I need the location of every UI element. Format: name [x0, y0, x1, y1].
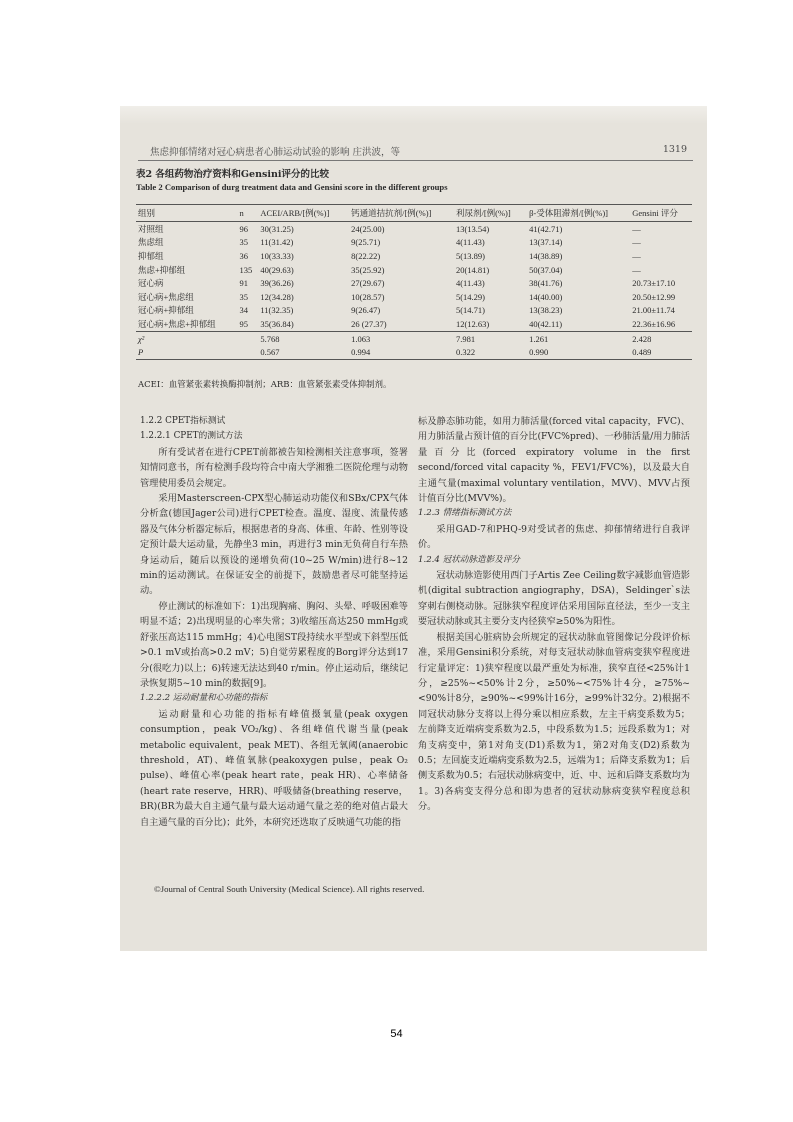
table-cell: — [632, 264, 641, 275]
table-cell: 22.36±16.96 [632, 318, 676, 329]
table-stat-cell: 5.768 [258, 331, 349, 345]
table-cell: — [632, 223, 641, 234]
table-cell: 13(38.23) [529, 305, 563, 316]
table-cell: 20.73±17.10 [632, 278, 676, 289]
table-stat-cell: 0.489 [630, 345, 692, 359]
body-paragraph: 根据美国心脏病协会所规定的冠状动脉血管图像记分段评价标准，采用Gensini积分系统，对每支冠状动脉血管病变狭窄程度进行定量评定：1)狭窄程度以最严重处为标准，狭窄直径<25%计1分，≥25%~<50%计2分，≥50%~<75%计4分，≥75%~<90%计8分，≥90%~<99%计16分，≥99%计32分。2)根据不同冠状动脉分支将以上得分乘以相应系数，左主干病变系数为5；左前降支近端病变系数为2.5，中段系数为1.5；远段系数为1；对角支病变中，第1对角支(D1)系数为1，第2对角支(D2)系数为0.5；左回旋支近端病变系数为2.5，远端为1；后降支系数为1；后侧支系数为0.5；右冠状动脉病变中，近、中、远和后降支系数均为1。3)各病变支得分总和即为患者的冠状动脉病变狭窄程度总积分。 [418, 631, 690, 813]
table-cell: 96 [239, 223, 249, 234]
table-cell: 对照组 [138, 223, 164, 234]
table-cell: 20.50±12.99 [632, 291, 676, 302]
copyright-line: ©Journal of Central South University (Medical Science). All rights reserved. [154, 884, 425, 894]
table-cell: 5(14.29) [455, 291, 485, 302]
table-stat-cell: 1.063 [349, 331, 454, 345]
body-paragraph: 采用GAD-7和PHQ-9对受试者的焦虑、抑郁情绪进行自我评价。 [418, 523, 690, 551]
scanned-page-photo [120, 106, 707, 951]
table-cell: 24(25.00) [351, 223, 385, 234]
table-row [136, 222, 692, 236]
table-cell: 焦虑组 [138, 237, 164, 248]
table-cell: 95 [239, 318, 249, 329]
table-column-header: 利尿剂/[例(%)] [454, 205, 527, 222]
table-note: ACEI：血管紧张素转换酶抑制剂；ARB：血管紧张素受体抑制剂。 [138, 380, 392, 390]
table-header-row [136, 205, 692, 222]
body-paragraph: 运动耐量和心功能的指标有峰值摄氧量(peak oxygen consumption，peak VO₂/kg)、各组峰值代谢当量(peak metabolic equivalent，peak MET)、各组无氧阈(anaerobic threshold，AT)、峰值氧脉(peakoxygen pulse，peak O₂ pulse)、峰值心率(peak heart rate，peak HR)、心率储备(heart rate reserve，HRR)、呼吸储备(breathing reserve，BR)(BR为最大自主通气量与最大运动通气量之差的绝对值占最大自主通气量的百分比)；此外，本研究还选取了反映通气功能的指 [140, 708, 408, 828]
table-cell: 冠心病+焦虑+抑郁组 [138, 318, 216, 329]
table-stat-cell: P [136, 345, 238, 359]
header-title: 焦虑抑郁情绪对冠心病患者心肺运动试验的影响 庄洪波，等 [150, 147, 401, 158]
body-paragraph: 标及静态肺功能，如用力肺活量(forced vital capacity，FVC)、用力肺活量占预计值的百分比(FVC%pred)、一秒肺活量/用力肺活量百分比(forced expiratory volume in the first second/forced vital capacity %，FEV1/FVC%)，以及最大自主通气量(maximal voluntary ventilation，MVV)、MVV占预计值百分比(MVV%)。 [418, 416, 690, 505]
table-cell: 10(33.33) [260, 250, 294, 261]
section-heading: 1.2.4 冠状动脉造影及评分 [418, 554, 520, 565]
table-cell: 91 [239, 278, 249, 289]
table-cell: — [632, 237, 641, 248]
table-cell: 21.00±11.74 [632, 305, 675, 316]
table-stat-row [136, 331, 692, 345]
header-rule [138, 160, 693, 161]
table-cell: 冠心病+焦虑组 [138, 291, 194, 302]
table-cell: 26 (27.37) [351, 318, 387, 329]
table-column-header: Gensini 评分 [630, 205, 692, 222]
section-heading: 1.2.2 CPET指标测试 [140, 416, 226, 426]
table-cell: 50(37.04) [529, 264, 563, 275]
table-cell: 抑郁组 [138, 250, 164, 261]
table-stat-cell: 0.990 [527, 345, 630, 359]
body-paragraph: 所有受试者在进行CPET前都被告知检测相关注意事项，签署知情同意书，所有检测手段均符合中南大学湘雅二医院伦理与动物管理使用委员会规定。 [140, 446, 408, 489]
section-heading: 1.2.3 情绪指标测试方法 [418, 508, 512, 519]
right-text-column [418, 414, 690, 815]
table-stat-cell: 0.994 [349, 345, 454, 359]
table-cell: 10(28.57) [351, 291, 385, 302]
table-cell: 4(11.43) [455, 237, 485, 248]
table-row [136, 276, 692, 290]
drug-treatment-table [136, 204, 692, 360]
table-column-header: 组别 [136, 205, 238, 222]
table-cell: 9(26.47) [351, 305, 381, 316]
table-cell: 35(36.84) [260, 318, 294, 329]
table-row [136, 263, 692, 277]
left-text-column [140, 414, 408, 830]
table-cell: — [632, 250, 641, 261]
table-cell: 30(31.25) [260, 223, 294, 234]
table-stat-cell: 1.261 [527, 331, 630, 345]
body-paragraph: 停止测试的标准如下：1)出现胸痛、胸闷、头晕、呼吸困难等明显不适；2)出现明显的心率失常；3)收缩压高达250 mmHg或舒张压高达115 mmHg；4)心电图ST段持续水平型或下斜型压低>0.1 mV或抬高>0.2 mV；5)自觉劳累程度的Borg评分达到17分(很吃力)以上；6)转速无法达到40 r/min。停止运动后，继续记录恢复期5~10 min的数据[9]。 [140, 600, 408, 689]
table-cell: 冠心病 [138, 278, 164, 289]
table-cell: 12(34.28) [260, 291, 294, 302]
table-stat-cell: χ² [136, 331, 238, 345]
table-caption-cn: 表2 各组药物治疗资料和Gensini评分的比较 [136, 169, 329, 180]
section-heading: 1.2.2.1 CPET的测试方法 [140, 431, 243, 442]
table-stat-cell: 0.322 [454, 345, 527, 359]
table-caption-en: Table 2 Comparison of durg treatment data and Gensini score in the different groups [136, 182, 448, 192]
table-stat-cell: 2.428 [630, 331, 692, 345]
table-cell: 冠心病+抑郁组 [138, 305, 194, 316]
table-stat-cell [238, 331, 259, 345]
table-row [136, 317, 692, 331]
table-cell: 36 [239, 250, 249, 261]
table-cell: 38(41.76) [529, 278, 563, 289]
table-column-header: 钙通道拮抗剂/[例(%)] [349, 205, 454, 222]
section-heading: 1.2.2.2 运动耐量和心功能的指标 [140, 693, 268, 704]
table-cell: 40(29.63) [260, 264, 294, 275]
table-cell: 35 [239, 237, 249, 248]
body-paragraph: 采用Masterscreen-CPX型心肺运动功能仪和SBx/CPX气体分析盒(德国Jager公司)进行CPET检查。温度、湿度、流量传感器及气体分析器定标后，根据患者的身高、体重、年龄、性别等设定预计最大运动量，先静坐3 min，再进行3 min无负荷自行车热身运动后，随后以预设的递增负荷(10~25 W/min)进行8~12 min的运动测试。在保证安全的前提下，鼓励患者尽可能坚持运动。 [140, 493, 408, 597]
table-cell: 焦虑+抑郁组 [138, 264, 186, 275]
header-page: 1319 [662, 144, 687, 155]
table-cell: 9(25.71) [351, 237, 381, 248]
table-cell: 4(11.43) [455, 278, 485, 289]
table-cell: 11(32.35) [260, 305, 294, 316]
body-paragraph: 冠状动脉造影使用西门子Artis Zee Ceiling数字减影血管造影机(digital subtraction angiography，DSA)，Seldinger`s法穿刺右侧桡动脉。冠脉狭窄程度评估采用国际直径法，至少一支主要冠状动脉或其主要分支内径狭窄≥50%为阳性。 [418, 570, 690, 628]
table-column-header: β-受体阻滞剂/[例(%)] [527, 205, 630, 222]
table-cell: 12(12.63) [455, 318, 490, 329]
table-cell: 5(14.71) [455, 305, 485, 316]
table-row [136, 290, 692, 304]
table-cell: 40(42.11) [529, 318, 563, 329]
table-row [136, 304, 692, 318]
table-cell: 41(42.71) [529, 223, 563, 234]
table-cell: 14(38.89) [529, 250, 563, 261]
table-cell: 27(29.67) [351, 278, 385, 289]
table-cell: 8(22.22) [351, 250, 381, 261]
table-cell: 13(37.14) [529, 237, 563, 248]
table-stat-cell: 7.981 [454, 331, 527, 345]
table-cell: 5(13.89) [455, 250, 485, 261]
table-cell: 13(13.54) [455, 223, 490, 234]
table-cell: 135 [239, 264, 253, 275]
table-cell: 39(36.26) [260, 278, 294, 289]
table-cell: 20(14.81) [455, 264, 490, 275]
table-row [136, 249, 692, 263]
table-cell: 11(31.42) [260, 237, 294, 248]
table-stat-cell: 0.567 [258, 345, 349, 359]
table-stat-cell [238, 345, 259, 359]
table-cell: 35 [239, 291, 249, 302]
page-number: 54 [390, 1028, 403, 1040]
table-cell: 35(25.92) [351, 264, 385, 275]
table-stat-row [136, 345, 692, 359]
table-cell: 14(40.00) [529, 291, 563, 302]
table-cell: 34 [239, 305, 249, 316]
table-row [136, 236, 692, 250]
table-column-header: n [238, 205, 259, 222]
table-column-header: ACEI/ARB/[例(%)] [258, 205, 349, 222]
